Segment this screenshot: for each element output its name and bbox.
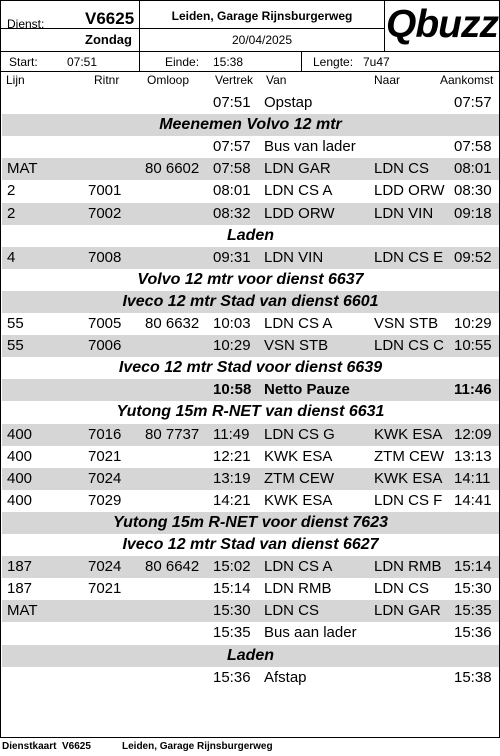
cell-aankomst: 13:13 — [454, 447, 492, 465]
section-row — [2, 114, 499, 136]
cell-vertrek: 15:36 — [213, 668, 251, 686]
cell-van: Netto Pauze — [264, 381, 350, 399]
cell-naar: LDN CS — [374, 580, 430, 598]
cell-ritnr: 7016 — [88, 425, 122, 443]
trip-row — [2, 203, 499, 225]
footer-location: Leiden, Garage Rijnsburgerweg — [122, 741, 273, 752]
trip-row — [2, 446, 499, 468]
cell-vertrek: 09:31 — [213, 248, 251, 266]
trip-row — [2, 92, 499, 114]
lengte-value: 7u47 — [363, 55, 390, 69]
cell-naar: LDD ORW — [374, 182, 445, 200]
cell-lijn: 187 — [7, 580, 33, 598]
section-row — [2, 291, 499, 313]
cell-van: Afstap — [264, 668, 307, 686]
cell-lijn: 400 — [7, 491, 33, 509]
cell-van: Bus aan lader — [264, 624, 357, 642]
date-label: 20/04/2025 — [231, 33, 293, 47]
cell-aankomst: 12:09 — [454, 425, 492, 443]
section-row — [2, 357, 499, 379]
cell-van: KWK ESA — [264, 491, 333, 509]
cell-van: LDN CS A — [264, 182, 333, 200]
column-header-naar: Naar — [374, 73, 401, 87]
dienst-label: Dienst: — [7, 17, 45, 31]
trip-row — [2, 468, 499, 490]
cell-van: Opstap — [264, 94, 313, 111]
cell-naar: LDN CS — [374, 160, 430, 178]
trip-row — [2, 313, 499, 335]
cell-ritnr: 7002 — [88, 204, 122, 222]
trip-row — [2, 622, 499, 644]
trip-row — [2, 556, 499, 578]
section-title: Volvo 12 mtr voor dienst 6637 — [137, 270, 364, 288]
section-row — [2, 401, 499, 423]
cell-lijn: 55 — [7, 337, 24, 355]
footer-label: Dienstkaart — [2, 741, 57, 752]
section-title: Laden — [226, 226, 275, 244]
cell-vertrek: 15:30 — [213, 602, 251, 620]
section-title: Yutong 15m R-NET voor dienst 7623 — [112, 513, 388, 531]
cell-aankomst: 10:29 — [454, 315, 492, 332]
dienst-number: V6625 — [85, 9, 135, 28]
cell-ritnr: 7024 — [88, 558, 122, 576]
cell-omloop: 80 6642 — [145, 558, 200, 576]
cell-aankomst: 15:14 — [454, 558, 492, 576]
cell-ritnr: 7021 — [88, 447, 122, 465]
cell-vertrek: 10:03 — [213, 315, 251, 332]
lengte-label: Lengte: — [313, 55, 354, 69]
cell-aankomst: 10:55 — [454, 337, 492, 355]
cell-van: LDN RMB — [264, 580, 332, 598]
pause-row — [2, 379, 499, 401]
section-row — [2, 269, 499, 291]
start-time: 07:51 — [67, 55, 98, 69]
cell-van: ZTM CEW — [264, 469, 334, 487]
cell-van: LDN CS A — [264, 558, 333, 576]
cell-van: Bus van lader — [264, 138, 356, 156]
cell-aankomst: 11:46 — [454, 381, 492, 399]
cell-naar: KWK ESA — [374, 425, 443, 443]
trip-row — [2, 158, 499, 180]
cell-vertrek: 07:57 — [213, 138, 251, 156]
cell-ritnr: 7024 — [88, 469, 122, 487]
cell-naar: LDN CS F — [374, 491, 443, 509]
column-header-row — [2, 73, 499, 89]
divider — [301, 51, 302, 71]
cell-naar: ZTM CEW — [374, 447, 444, 465]
cell-vertrek: 13:19 — [213, 469, 251, 487]
divider — [139, 51, 140, 71]
section-title: Meenemen Volvo 12 mtr — [159, 116, 342, 134]
cell-van: LDN CS A — [264, 315, 333, 332]
trip-row — [2, 136, 499, 158]
cell-vertrek: 14:21 — [213, 491, 251, 509]
cell-lijn: MAT — [7, 160, 38, 178]
cell-vertrek: 08:32 — [213, 204, 251, 222]
day-label: Zondag — [85, 32, 132, 47]
cell-lijn: 4 — [7, 248, 16, 266]
cell-naar: LDN CS E — [374, 248, 444, 266]
cell-aankomst: 15:38 — [454, 668, 492, 686]
cell-omloop: 80 6632 — [145, 315, 200, 332]
cell-aankomst: 14:41 — [454, 491, 492, 509]
cell-aankomst: 07:58 — [454, 138, 492, 156]
cell-aankomst: 15:30 — [454, 580, 492, 598]
cell-naar: LDN GAR — [374, 602, 441, 620]
column-header-ritnr: Ritnr — [94, 73, 120, 87]
cell-vertrek: 10:29 — [213, 337, 251, 355]
section-title: Iveco 12 mtr Stad van dienst 6627 — [122, 536, 379, 553]
cell-aankomst: 15:36 — [454, 624, 492, 642]
cell-ritnr: 7008 — [88, 248, 122, 266]
cell-lijn: 55 — [7, 315, 24, 332]
footer — [0, 741, 500, 755]
cell-ritnr: 7021 — [88, 580, 122, 598]
einde-time: 15:38 — [213, 55, 244, 69]
cell-vertrek: 15:02 — [213, 558, 251, 576]
cell-lijn: 400 — [7, 425, 33, 443]
trip-row — [2, 424, 499, 446]
cell-vertrek: 15:35 — [213, 624, 251, 642]
cell-vertrek: 07:58 — [213, 160, 251, 178]
cell-naar: KWK ESA — [374, 469, 443, 487]
trip-row — [2, 667, 499, 689]
cell-ritnr: 7001 — [88, 182, 122, 200]
column-header-vertrek: Vertrek — [215, 73, 254, 87]
cell-lijn: 187 — [7, 558, 33, 576]
section-title: Yutong 15m R-NET van dienst 6631 — [116, 403, 385, 421]
footer-dienst: V6625 — [62, 741, 91, 752]
cell-vertrek: 11:49 — [213, 425, 250, 443]
cell-van: LDN GAR — [264, 160, 331, 178]
cell-van: KWK ESA — [264, 447, 333, 465]
cell-lijn: 400 — [7, 447, 33, 465]
location-title: Leiden, Garage Rijnsburgerweg — [171, 9, 353, 23]
section-row — [2, 534, 499, 556]
section-row — [2, 645, 499, 667]
section-row — [2, 225, 499, 247]
column-header-lijn: Lijn — [6, 73, 25, 87]
cell-naar: LDN VIN — [374, 204, 434, 222]
qbuzz-logo: Qbuzz — [386, 3, 498, 46]
section-row — [2, 512, 499, 534]
cell-vertrek: 10:58 — [213, 381, 252, 399]
trip-row — [2, 180, 499, 202]
column-header-aankomst: Aankomst — [440, 73, 494, 87]
cell-van: LDD ORW — [264, 204, 335, 222]
cell-lijn: 400 — [7, 469, 33, 487]
cell-aankomst: 14:11 — [454, 469, 491, 487]
cell-vertrek: 12:21 — [213, 447, 251, 465]
section-title: Iveco 12 mtr Stad van dienst 6601 — [122, 292, 379, 310]
trip-row — [2, 490, 499, 512]
trip-row — [2, 600, 499, 622]
trip-row — [2, 578, 499, 600]
column-header-omloop: Omloop — [147, 73, 190, 87]
einde-label: Einde: — [165, 55, 200, 69]
cell-ritnr: 7006 — [88, 337, 122, 355]
cell-aankomst: 09:52 — [454, 248, 492, 266]
cell-van: LDN CS — [264, 602, 320, 620]
section-title: Laden — [226, 646, 275, 664]
cell-aankomst: 15:35 — [454, 602, 492, 620]
cell-van: VSN STB — [264, 337, 329, 355]
divider — [1, 71, 499, 72]
cell-aankomst: 07:57 — [454, 94, 492, 111]
divider — [1, 28, 384, 29]
cell-aankomst: 08:30 — [454, 182, 492, 200]
cell-lijn: 2 — [7, 182, 16, 200]
cell-naar: VSN STB — [374, 315, 439, 332]
cell-vertrek: 15:14 — [213, 580, 251, 598]
cell-van: LDN VIN — [264, 248, 324, 266]
section-title: Iveco 12 mtr Stad voor dienst 6639 — [118, 359, 383, 377]
cell-aankomst: 08:01 — [454, 160, 492, 178]
cell-van: LDN CS G — [264, 425, 335, 443]
cell-vertrek: 08:01 — [213, 182, 251, 200]
cell-ritnr: 7029 — [88, 491, 122, 509]
trip-row — [2, 247, 499, 269]
cell-naar: LDN CS C — [374, 337, 445, 355]
start-label: Start: — [9, 55, 38, 69]
cell-aankomst: 09:18 — [454, 204, 492, 222]
cell-omloop: 80 6602 — [145, 160, 200, 178]
column-header-van: Van — [266, 73, 287, 87]
cell-vertrek: 07:51 — [213, 94, 251, 111]
divider — [1, 51, 499, 52]
cell-lijn: MAT — [7, 602, 38, 620]
trip-row — [2, 335, 499, 357]
cell-naar: LDN RMB — [374, 558, 442, 576]
cell-lijn: 2 — [7, 204, 16, 222]
cell-ritnr: 7005 — [88, 315, 122, 332]
cell-omloop: 80 7737 — [145, 425, 200, 443]
